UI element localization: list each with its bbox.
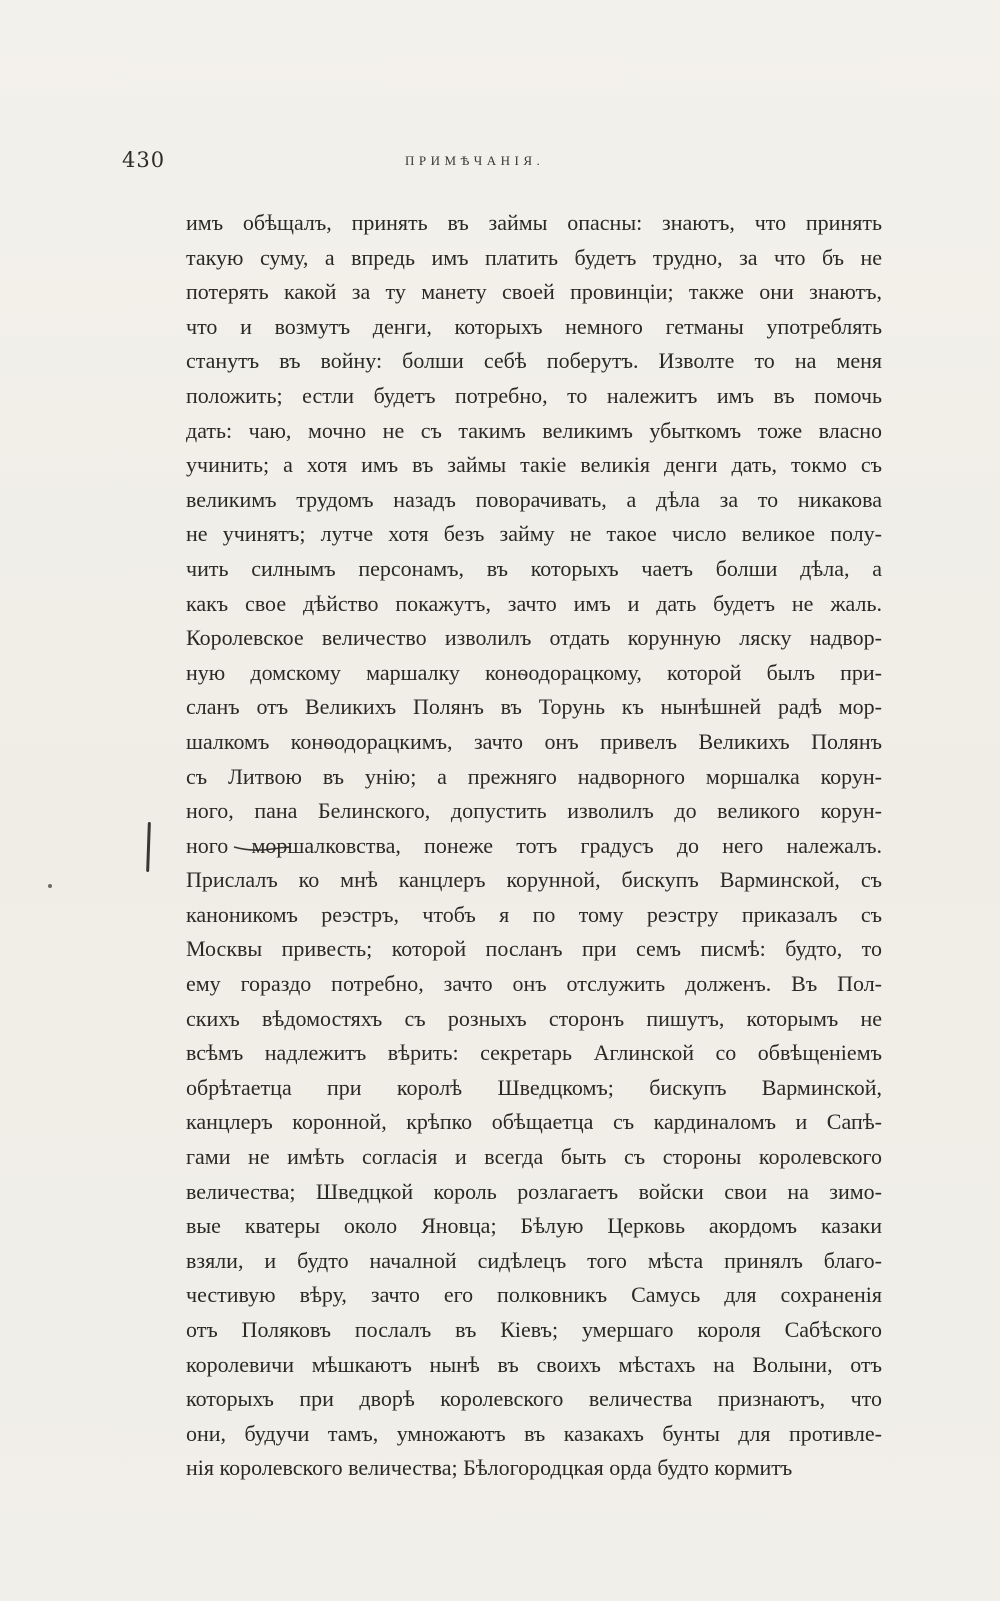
text-line: съ Литвою въ унію; а прежняго надворного моршалка корун- bbox=[186, 763, 882, 789]
text-line: они, будучи тамъ, умножаютъ въ казакахъ бунты для противле- bbox=[186, 1420, 882, 1446]
text-line: ему гораздо потребно, зачто онъ отслужить долженъ. Въ Пол- bbox=[186, 971, 882, 997]
text-line: какъ свое дѣйство покажутъ, зачто имъ и дать будетъ не жаль. bbox=[186, 590, 882, 616]
page-number: 430 bbox=[122, 148, 166, 172]
text-line: королевичи мѣшкаютъ нынѣ въ своихъ мѣстахъ на Волыни, отъ bbox=[186, 1351, 882, 1377]
text-line: такую суму, а впредь имъ платить будетъ трудно, за что бъ не bbox=[186, 244, 882, 270]
text-line: что и возмутъ денги, которыхъ немного гетманы употреблять bbox=[186, 313, 882, 339]
text-line: величества; Шведцкой король розлагаетъ войски свои на зимо- bbox=[186, 1178, 882, 1204]
body-text bbox=[186, 206, 882, 1486]
text-line: нія королевского величества; Бѣлогородцкая орда будто кормитъ bbox=[186, 1455, 793, 1481]
text-line: имъ обѣщалъ, принять въ займы опасны: знаютъ, что принять bbox=[186, 210, 882, 235]
ink-speck bbox=[48, 884, 52, 888]
text-line: положить; естли будетъ потребно, то належитъ имъ въ помочь bbox=[186, 382, 882, 408]
text-line: всѣмъ надлежитъ вѣрить: секретарь Аглинской со обвѣщеніемъ bbox=[186, 1040, 882, 1066]
text-line: учинить; а хотя имъ въ займы такіе великія денги дать, токмо съ bbox=[186, 452, 882, 478]
text-line: дать: чаю, мочно не съ такимъ великимъ убыткомъ тоже власно bbox=[186, 417, 882, 443]
text-line: взяли, и будто началной сидѣлецъ того мѣста принялъ благо- bbox=[186, 1247, 882, 1273]
margin-pencil-mark bbox=[146, 822, 151, 872]
text-line: вые кватеры около Яновца; Бѣлую Церковь акордомъ казаки bbox=[186, 1213, 882, 1239]
text-line: скихъ вѣдомостяхъ съ розныхъ сторонъ пишутъ, которымъ не bbox=[186, 1005, 882, 1031]
text-line: станутъ въ войну: болши себѣ поберутъ. Изволте то на меня bbox=[186, 348, 882, 374]
text-line: потерять какой за ту манету своей провинціи; также они знаютъ, bbox=[186, 279, 882, 305]
text-line: отъ Поляковъ послалъ въ Кіевъ; умершаго короля Сабѣского bbox=[186, 1317, 882, 1342]
text-line: ного, пана Белинского, допустить изволилъ до великого корун- bbox=[186, 798, 882, 824]
text-line: чить силнымъ персонамъ, въ которыхъ чаетъ болши дѣла, а bbox=[186, 555, 882, 581]
text-line: не учинятъ; лутче хотя безъ займу не такое число великое полу- bbox=[186, 521, 882, 547]
text-line: честивую вѣру, зачто его полковникъ Самусь для сохраненія bbox=[186, 1282, 882, 1308]
text-line: каноникомъ реэстръ, чтобъ я по тому реэстру приказалъ съ bbox=[186, 901, 882, 927]
text-line: обрѣтаетца при королѣ Шведцкомъ; бискупъ Варминской, bbox=[186, 1074, 882, 1100]
text-line: ного моршалковства, понеже тотъ градусъ до него належалъ. bbox=[186, 832, 882, 858]
text-line: великимъ трудомъ назадъ поворачивать, а дѣла за то никакова bbox=[186, 486, 882, 512]
text-line: канцлеръ коронной, крѣпко обѣщаетца съ кардиналомъ и Сапѣ- bbox=[186, 1109, 882, 1135]
text-line: Прислалъ ко мнѣ канцлеръ корунной, бискупъ Варминской, съ bbox=[186, 867, 882, 893]
text-line: шалкомъ конѳодорацкимъ, зачто онъ привелъ Великихъ Полянъ bbox=[186, 728, 882, 754]
text-line: которыхъ при дворѣ королевского величества признаютъ, что bbox=[186, 1386, 882, 1412]
text-line: ную домскому маршалку конѳодорацкому, которой былъ при- bbox=[186, 659, 882, 685]
text-line: Москвы привесть; которой посланъ при семъ писмѣ: будто, то bbox=[186, 936, 882, 962]
text-line: гами не имѣть согласія и всегда быть съ стороны королевского bbox=[186, 1144, 882, 1170]
text-line: сланъ отъ Великихъ Полянъ въ Торунь къ нынѣшней радѣ мор- bbox=[186, 694, 882, 720]
text-line: Королевское величество изволилъ отдать корунную ляску надвор- bbox=[186, 625, 882, 651]
running-head: ПРИМѢЧАНІЯ. bbox=[405, 153, 545, 168]
